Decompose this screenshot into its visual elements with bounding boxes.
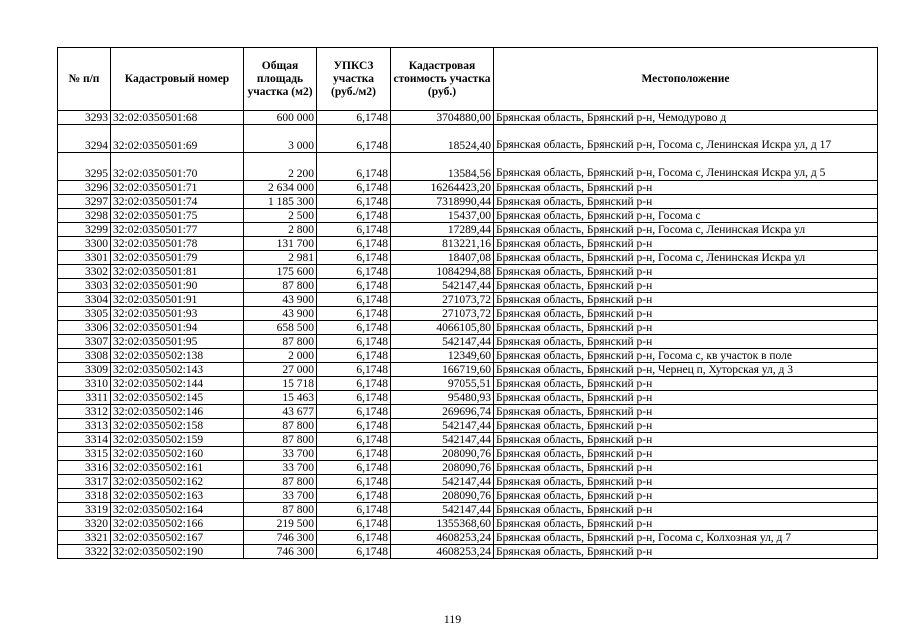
cadastral-value-cell: 542147,44	[391, 475, 494, 489]
specific-value-cell: 6,1748	[317, 447, 391, 461]
cadastral-value-cell: 208090,76	[391, 489, 494, 503]
table-row	[58, 321, 878, 335]
location-cell: Брянская область, Брянский р-н	[494, 195, 878, 209]
location-cell: Брянская область, Брянский р-н	[494, 391, 878, 405]
cadastral-number-cell: 32:02:0350502:145	[111, 391, 244, 405]
area-cell: 33 700	[244, 461, 317, 475]
cadastral-number-cell: 32:02:0350501:90	[111, 279, 244, 293]
area-cell: 746 300	[244, 545, 317, 559]
cadastral-value-cell: 1084294,88	[391, 265, 494, 279]
specific-value-cell: 6,1748	[317, 433, 391, 447]
row-number-cell: 3322	[58, 545, 111, 559]
cadastral-number-cell: 32:02:0350502:164	[111, 503, 244, 517]
specific-value-cell: 6,1748	[317, 335, 391, 349]
row-number-cell: 3319	[58, 503, 111, 517]
area-cell: 43 900	[244, 307, 317, 321]
cadastral-number-cell: 32:02:0350502:166	[111, 517, 244, 531]
specific-value-cell: 6,1748	[317, 307, 391, 321]
specific-value-cell: 6,1748	[317, 265, 391, 279]
cadastral-value-cell: 7318990,44	[391, 195, 494, 209]
location-cell: Брянская область, Брянский р-н	[494, 307, 878, 321]
table-row	[58, 391, 878, 405]
cadastral-number-cell: 32:02:0350501:71	[111, 181, 244, 195]
cadastral-value-cell: 17289,44	[391, 223, 494, 237]
area-cell: 87 800	[244, 433, 317, 447]
location-cell: Брянская область, Брянский р-н	[494, 181, 878, 195]
row-number-cell: 3295	[58, 153, 111, 181]
specific-value-cell: 6,1748	[317, 111, 391, 125]
table-row	[58, 349, 878, 363]
cadastral-value-cell: 4066105,80	[391, 321, 494, 335]
row-number-cell: 3302	[58, 265, 111, 279]
table-row	[58, 293, 878, 307]
table-header-row	[58, 48, 878, 111]
specific-value-cell: 6,1748	[317, 279, 391, 293]
specific-value-cell: 6,1748	[317, 153, 391, 181]
header-specific-value: УПКСЗ участка (руб./м2)	[317, 48, 391, 111]
table-row	[58, 545, 878, 559]
cadastral-value-cell: 208090,76	[391, 447, 494, 461]
area-cell: 2 800	[244, 223, 317, 237]
cadastral-number-cell: 32:02:0350501:93	[111, 307, 244, 321]
specific-value-cell: 6,1748	[317, 363, 391, 377]
cadastral-value-cell: 542147,44	[391, 335, 494, 349]
cadastral-value-cell: 15437,00	[391, 209, 494, 223]
area-cell: 2 500	[244, 209, 317, 223]
table-body	[58, 111, 878, 559]
location-cell: Брянская область, Брянский р-н	[494, 293, 878, 307]
table-row	[58, 153, 878, 181]
cadastral-number-cell: 32:02:0350501:78	[111, 237, 244, 251]
location-cell: Брянская область, Брянский р-н	[494, 447, 878, 461]
cadastral-value-cell: 3704880,00	[391, 111, 494, 125]
specific-value-cell: 6,1748	[317, 405, 391, 419]
cadastral-value-cell: 4608253,24	[391, 545, 494, 559]
specific-value-cell: 6,1748	[317, 125, 391, 153]
specific-value-cell: 6,1748	[317, 237, 391, 251]
row-number-cell: 3316	[58, 461, 111, 475]
location-cell: Брянская область, Брянский р-н	[494, 405, 878, 419]
cadastral-value-cell: 97055,51	[391, 377, 494, 391]
area-cell: 33 700	[244, 489, 317, 503]
table-row	[58, 405, 878, 419]
location-cell: Брянская область, Брянский р-н, Чернец п, Хуторская ул, д 3	[494, 363, 878, 377]
area-cell: 87 800	[244, 279, 317, 293]
area-cell: 87 800	[244, 335, 317, 349]
location-cell: Брянская область, Брянский р-н	[494, 419, 878, 433]
page-number: 119	[443, 612, 462, 626]
table-row	[58, 125, 878, 153]
cadastral-value-cell: 18407,08	[391, 251, 494, 265]
specific-value-cell: 6,1748	[317, 489, 391, 503]
cadastral-number-cell: 32:02:0350501:95	[111, 335, 244, 349]
area-cell: 2 200	[244, 153, 317, 181]
cadastral-value-table	[57, 47, 878, 559]
cadastral-value-cell: 542147,44	[391, 419, 494, 433]
cadastral-number-cell: 32:02:0350501:69	[111, 125, 244, 153]
location-cell: Брянская область, Брянский р-н, Госома с, Ленинская Искра ул, д 5	[494, 153, 878, 181]
specific-value-cell: 6,1748	[317, 181, 391, 195]
table-row	[58, 307, 878, 321]
cadastral-value-cell: 208090,76	[391, 461, 494, 475]
cadastral-number-cell: 32:02:0350502:159	[111, 433, 244, 447]
cadastral-number-cell: 32:02:0350501:91	[111, 293, 244, 307]
location-cell: Брянская область, Брянский р-н	[494, 461, 878, 475]
cadastral-number-cell: 32:02:0350501:70	[111, 153, 244, 181]
table-row	[58, 531, 878, 545]
row-number-cell: 3307	[58, 335, 111, 349]
row-number-cell: 3298	[58, 209, 111, 223]
table-row	[58, 265, 878, 279]
table-row	[58, 433, 878, 447]
row-number-cell: 3311	[58, 391, 111, 405]
cadastral-number-cell: 32:02:0350502:144	[111, 377, 244, 391]
cadastral-number-cell: 32:02:0350501:81	[111, 265, 244, 279]
table-row	[58, 475, 878, 489]
location-cell: Брянская область, Брянский р-н, Госома с, кв участок в поле	[494, 349, 878, 363]
table-row	[58, 363, 878, 377]
cadastral-number-cell: 32:02:0350501:74	[111, 195, 244, 209]
location-cell: Брянская область, Брянский р-н	[494, 279, 878, 293]
cadastral-number-cell: 32:02:0350502:160	[111, 447, 244, 461]
cadastral-value-table-container	[57, 47, 877, 559]
table-row	[58, 181, 878, 195]
cadastral-value-cell: 1355368,60	[391, 517, 494, 531]
specific-value-cell: 6,1748	[317, 321, 391, 335]
table-row	[58, 279, 878, 293]
specific-value-cell: 6,1748	[317, 251, 391, 265]
table-row	[58, 503, 878, 517]
row-number-cell: 3300	[58, 237, 111, 251]
cadastral-value-cell: 271073,72	[391, 307, 494, 321]
cadastral-value-cell: 4608253,24	[391, 531, 494, 545]
cadastral-value-cell: 542147,44	[391, 279, 494, 293]
row-number-cell: 3305	[58, 307, 111, 321]
table-row	[58, 111, 878, 125]
cadastral-number-cell: 32:02:0350502:163	[111, 489, 244, 503]
location-cell: Брянская область, Брянский р-н	[494, 237, 878, 251]
row-number-cell: 3299	[58, 223, 111, 237]
row-number-cell: 3294	[58, 125, 111, 153]
row-number-cell: 3315	[58, 447, 111, 461]
specific-value-cell: 6,1748	[317, 545, 391, 559]
cadastral-value-cell: 271073,72	[391, 293, 494, 307]
row-number-cell: 3318	[58, 489, 111, 503]
header-location: Местоположение	[494, 48, 878, 111]
cadastral-value-cell: 18524,40	[391, 125, 494, 153]
cadastral-value-cell: 16264423,20	[391, 181, 494, 195]
row-number-cell: 3296	[58, 181, 111, 195]
area-cell: 87 800	[244, 475, 317, 489]
specific-value-cell: 6,1748	[317, 377, 391, 391]
header-row-number: № п/п	[58, 48, 111, 111]
cadastral-number-cell: 32:02:0350501:77	[111, 223, 244, 237]
table-row	[58, 489, 878, 503]
row-number-cell: 3309	[58, 363, 111, 377]
cadastral-value-cell: 12349,60	[391, 349, 494, 363]
specific-value-cell: 6,1748	[317, 461, 391, 475]
specific-value-cell: 6,1748	[317, 419, 391, 433]
location-cell: Брянская область, Брянский р-н	[494, 377, 878, 391]
specific-value-cell: 6,1748	[317, 475, 391, 489]
cadastral-number-cell: 32:02:0350501:68	[111, 111, 244, 125]
area-cell: 87 800	[244, 419, 317, 433]
specific-value-cell: 6,1748	[317, 293, 391, 307]
cadastral-number-cell: 32:02:0350502:146	[111, 405, 244, 419]
table-row	[58, 461, 878, 475]
location-cell: Брянская область, Брянский р-н, Госома с, Ленинская Искра ул	[494, 223, 878, 237]
location-cell: Брянская область, Брянский р-н	[494, 475, 878, 489]
table-row	[58, 195, 878, 209]
area-cell: 2 981	[244, 251, 317, 265]
area-cell: 658 500	[244, 321, 317, 335]
row-number-cell: 3303	[58, 279, 111, 293]
area-cell: 15 463	[244, 391, 317, 405]
cadastral-number-cell: 32:02:0350502:190	[111, 545, 244, 559]
location-cell: Брянская область, Брянский р-н	[494, 545, 878, 559]
specific-value-cell: 6,1748	[317, 195, 391, 209]
location-cell: Брянская область, Брянский р-н, Госома с	[494, 209, 878, 223]
area-cell: 15 718	[244, 377, 317, 391]
row-number-cell: 3306	[58, 321, 111, 335]
cadastral-value-cell: 166719,60	[391, 363, 494, 377]
location-cell: Брянская область, Брянский р-н, Госома с, Ленинская Искра ул, д 17	[494, 125, 878, 153]
location-cell: Брянская область, Брянский р-н	[494, 489, 878, 503]
location-cell: Брянская область, Брянский р-н	[494, 433, 878, 447]
row-number-cell: 3314	[58, 433, 111, 447]
location-cell: Брянская область, Брянский р-н	[494, 335, 878, 349]
header-total-area: Общая площадь участка (м2)	[244, 48, 317, 111]
cadastral-number-cell: 32:02:0350502:167	[111, 531, 244, 545]
specific-value-cell: 6,1748	[317, 223, 391, 237]
row-number-cell: 3320	[58, 517, 111, 531]
location-cell: Брянская область, Брянский р-н	[494, 517, 878, 531]
location-cell: Брянская область, Брянский р-н	[494, 503, 878, 517]
cadastral-number-cell: 32:02:0350502:158	[111, 419, 244, 433]
table-row	[58, 517, 878, 531]
specific-value-cell: 6,1748	[317, 349, 391, 363]
cadastral-number-cell: 32:02:0350502:143	[111, 363, 244, 377]
cadastral-value-cell: 813221,16	[391, 237, 494, 251]
row-number-cell: 3317	[58, 475, 111, 489]
cadastral-number-cell: 32:02:0350501:79	[111, 251, 244, 265]
row-number-cell: 3310	[58, 377, 111, 391]
cadastral-value-cell: 269696,74	[391, 405, 494, 419]
row-number-cell: 3293	[58, 111, 111, 125]
area-cell: 746 300	[244, 531, 317, 545]
specific-value-cell: 6,1748	[317, 517, 391, 531]
cadastral-number-cell: 32:02:0350502:138	[111, 349, 244, 363]
cadastral-number-cell: 32:02:0350501:94	[111, 321, 244, 335]
row-number-cell: 3301	[58, 251, 111, 265]
table-row	[58, 335, 878, 349]
row-number-cell: 3308	[58, 349, 111, 363]
row-number-cell: 3312	[58, 405, 111, 419]
area-cell: 43 677	[244, 405, 317, 419]
row-number-cell: 3321	[58, 531, 111, 545]
area-cell: 43 900	[244, 293, 317, 307]
table-row	[58, 223, 878, 237]
area-cell: 1 185 300	[244, 195, 317, 209]
area-cell: 27 000	[244, 363, 317, 377]
area-cell: 600 000	[244, 111, 317, 125]
specific-value-cell: 6,1748	[317, 503, 391, 517]
area-cell: 87 800	[244, 503, 317, 517]
cadastral-number-cell: 32:02:0350502:161	[111, 461, 244, 475]
cadastral-value-cell: 542147,44	[391, 433, 494, 447]
row-number-cell: 3304	[58, 293, 111, 307]
location-cell: Брянская область, Брянский р-н	[494, 265, 878, 279]
specific-value-cell: 6,1748	[317, 531, 391, 545]
table-row	[58, 251, 878, 265]
location-cell: Брянская область, Брянский р-н	[494, 321, 878, 335]
area-cell: 3 000	[244, 125, 317, 153]
location-cell: Брянская область, Брянский р-н, Госома с, Ленинская Искра ул	[494, 251, 878, 265]
table-row	[58, 447, 878, 461]
row-number-cell: 3297	[58, 195, 111, 209]
area-cell: 219 500	[244, 517, 317, 531]
cadastral-value-cell: 13584,56	[391, 153, 494, 181]
header-cadastral-value: Кадастровая стоимость участка (руб.)	[391, 48, 494, 111]
cadastral-value-cell: 542147,44	[391, 503, 494, 517]
table-row	[58, 419, 878, 433]
cadastral-number-cell: 32:02:0350502:162	[111, 475, 244, 489]
area-cell: 2 000	[244, 349, 317, 363]
table-row	[58, 209, 878, 223]
header-cadastral-number: Кадастровый номер	[111, 48, 244, 111]
area-cell: 131 700	[244, 237, 317, 251]
area-cell: 33 700	[244, 447, 317, 461]
location-cell: Брянская область, Брянский р-н, Чемодурово д	[494, 111, 878, 125]
area-cell: 2 634 000	[244, 181, 317, 195]
row-number-cell: 3313	[58, 419, 111, 433]
specific-value-cell: 6,1748	[317, 209, 391, 223]
cadastral-value-cell: 95480,93	[391, 391, 494, 405]
location-cell: Брянская область, Брянский р-н, Госома с, Колхозная ул, д 7	[494, 531, 878, 545]
table-row	[58, 377, 878, 391]
cadastral-number-cell: 32:02:0350501:75	[111, 209, 244, 223]
area-cell: 175 600	[244, 265, 317, 279]
table-row	[58, 237, 878, 251]
specific-value-cell: 6,1748	[317, 391, 391, 405]
